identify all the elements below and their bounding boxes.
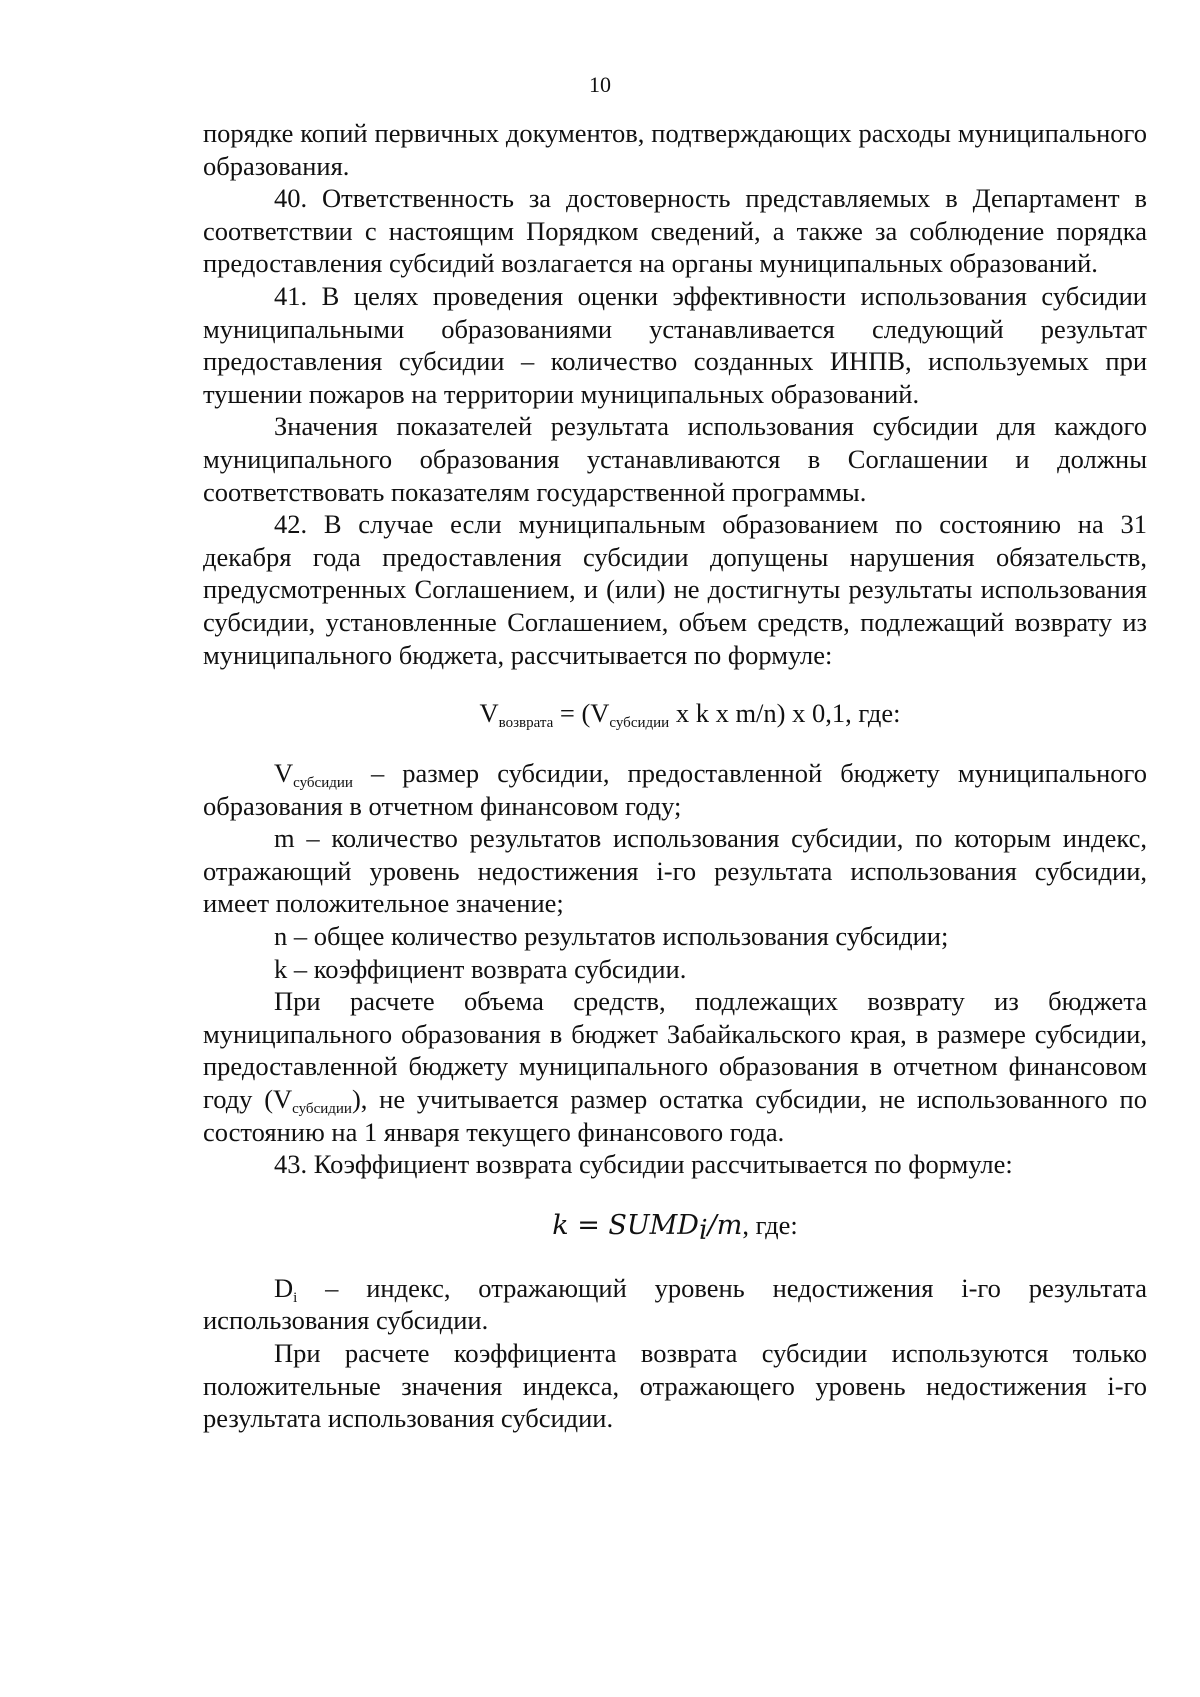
calc-sub: субсидии — [292, 1101, 352, 1118]
page-number: 10 — [589, 72, 611, 97]
formula-sub-return: возврата — [498, 715, 554, 732]
definition-v-subsidy — [203, 757, 1147, 822]
def-v-symbol: V — [274, 758, 294, 789]
definition-n: n – общее количество результатов использования субсидии; — [274, 921, 949, 952]
def-v-sub: субсидии — [293, 775, 353, 792]
formula-coefficient — [203, 1207, 1147, 1244]
paragraph-41: 41. В целях проведения оценки эффективности использования субсидии муниципальными образованиями устанавливается следующий результат предоставления субсидии – количество созданных ИНПВ, используемых при тушении пожаров на территории муниципальных образований. — [203, 280, 1147, 409]
formula-sub-subsidy: субсидии — [609, 715, 670, 732]
formula-rest: x k x m/n) x 0,1, где: — [669, 698, 901, 729]
paragraph-42: 42. В случае если муниципальным образованием по состоянию на 31 декабря года предоставления субсидии допущены нарушения обязательств, предусмотренных Соглашением, и (или) не достигнуты результаты использования субсидии, установленные Соглашением, объем средств, подлежащий возврату из муниципального бюджета, рассчитывается по формуле: — [203, 509, 1147, 670]
paragraph-continuation: порядке копий первичных документов, подтверждающих расходы муниципального образования. — [203, 118, 1147, 181]
paragraph-40: 40. Ответственность за достоверность представляемых в Департамент в соответствии с настоящим Порядком сведений, а также за соблюдение порядка предоставления субсидий возлагается на органы муниципальных образований. — [203, 183, 1147, 279]
formula-eq-open: = (V — [553, 698, 610, 729]
paragraph-calculation-note — [203, 985, 1147, 1148]
paragraph-41-indicators: Значения показателей результата использования субсидии для каждого муниципального образования устанавливаются в Соглашении и должны соответствовать показателям государственной программы. — [203, 411, 1147, 507]
formula-return-volume — [203, 695, 1147, 731]
def-d-text: – индекс, отражающий уровень недостижения i-го результата использования субсидии. — [203, 1272, 1147, 1336]
def-d-symbol: D — [274, 1272, 294, 1303]
def-d-sub: i — [293, 1289, 298, 1306]
formula-v: V — [479, 698, 499, 729]
paragraph-43: 43. Коэффициент возврата субсидии рассчитывается по формуле: — [274, 1149, 1013, 1180]
document-body — [203, 117, 1147, 1435]
formula2-tail: , где: — [742, 1209, 798, 1240]
formula2-rest: /m — [707, 1209, 743, 1241]
definition-k: k – коэффициент возврата субсидии. — [274, 953, 687, 984]
definition-m: m – количество результатов использования субсидии, по которым индекс, отражающий уровень недостижения i-го результата использования субсидии, имеет положительное значение; — [203, 823, 1147, 919]
formula2-sub: i — [698, 1214, 708, 1246]
paragraph-last: При расчете коэффициента возврата субсидии используются только положительные значения индекса, отражающего уровень недостижения i-го результата использования субсидии. — [203, 1338, 1147, 1434]
calc-text-2: ), не учитывается размер остатка субсидии, не использованного по состоянию на 1 января текущего финансового года. — [203, 1084, 1147, 1147]
definition-d — [203, 1272, 1147, 1337]
formula2-main: k = SUMD — [552, 1209, 699, 1241]
def-v-text: – размер субсидии, предоставленной бюджету муниципального образования в отчетном финансовом году; — [203, 758, 1147, 821]
calc-text-1: При расчете объема средств, подлежащих возврату из бюджета муниципального образования в бюджет Забайкальского края, в размере субсидии, предоставленной бюджету муниципального образования в отчетном финансовом году (V — [203, 986, 1147, 1115]
